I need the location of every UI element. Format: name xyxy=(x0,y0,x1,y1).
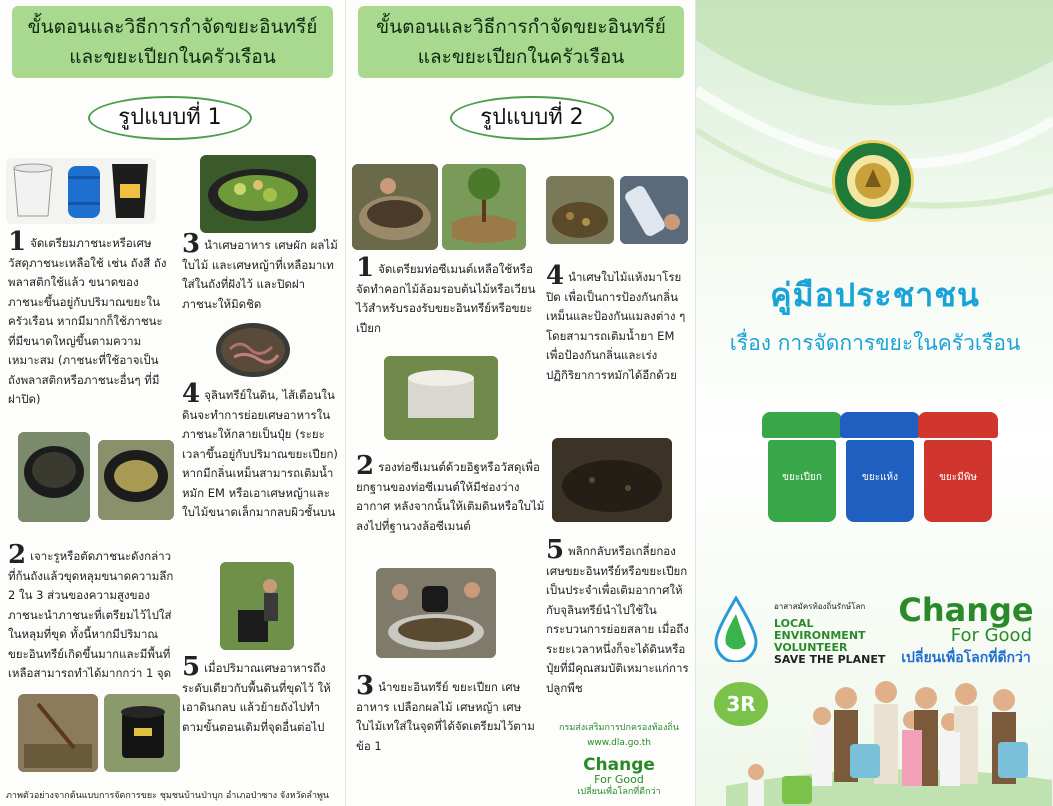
step-text: เจาะรูหรือตัดภาชนะดังกล่าวที่ก้นถังแล้วขุดหลุมขนาดความลึก 2 ใน 3 ส่วนของความสูงของภาชนะนำภาชนะที่เตรียมไว้ไปใส่ในหลุมที่ขุด ทั้งนี้หากมีปริมาณขยะอินทรีย์เกิดขึ้นมากและมีพื้นที่เหลือสามารถทำได้มากกว่า 1 จุด xyxy=(8,549,174,680)
buried-bin-illustration xyxy=(18,432,90,522)
drop-shape xyxy=(712,596,760,662)
step-text: เมื่อปริมาณเศษอาหารถึงระดับเดียวกับพื้นดินที่ขุดไว้ ให้เอาดินกลบ แล้วย้ายถังไปทำตามขั้นตอนเดิมที่จุดอื่นต่อไป xyxy=(182,661,331,734)
em-bottle-photo xyxy=(620,176,688,244)
department-seal xyxy=(832,140,914,222)
bin-in-ground-photo xyxy=(104,694,180,772)
model-title-oval: รูปแบบที่ 1 xyxy=(88,96,252,140)
bin-lid xyxy=(840,412,920,438)
tree-enclosure-illustration xyxy=(442,164,526,250)
buried-bin-photo-2 xyxy=(98,440,174,520)
step-text: จัดเตรียมท่อซีเมนต์เหลือใช้หรือจัดทำคอกไม้ล้อมรอบต้นไม้หรือเวียน ไว้สำหรับรองรับขยะอินทรีย์หรือขยะเปียก xyxy=(356,262,536,335)
buckets-photo xyxy=(6,158,156,224)
website-url: www.dla.go.th xyxy=(587,738,651,748)
step-5 xyxy=(182,652,340,737)
person-bin-illustration xyxy=(220,562,294,650)
photo-caption: ภาพตัวอย่างจากต้นแบบการจัดการขยะ ชุมชนบ้านป่าบุก อำเภอป่าซาง จังหวัดลำพูน xyxy=(6,791,330,801)
bin-lid xyxy=(918,412,998,438)
step-text: จัดเตรียมภาชนะหรือเศษวัสดุภาชนะเหลือใช้ เช่น ถังสี ถังพลาสติกใช้แล้ว ขนาดของภาชนะขึ้นอยู่กับปริมาณขยะในครัวเรือน หากมีมากก็ใช้ภาชนะที่มีขนาดใหญ่ขึ้นตามความเหมาะสม (ภาชนะที่ใช้อาจเป็นถังพลาสติกหรือภาชนะอื่นๆ ที่มีฝาปิด) xyxy=(8,236,167,406)
step-5 xyxy=(546,535,694,698)
step-text: จุลินทรีย์ในดิน, ไส้เดือนในดินจะทำการย่อยเศษอาหารในภาชนะให้กลายเป็นปุ๋ย (ระยะเวลาขึ้นอยู่กับปริมาณขยะเปียก) หากมีกลิ่นเหม็นสามารถเติมน้ำหมัก EM หรือเอาเศษหญ้าและใบไม้ขนาดเล็กมากลบผิวชั้นบน xyxy=(182,388,338,519)
pouring-waste-illustration xyxy=(376,568,496,658)
step-1 xyxy=(8,227,168,410)
lev-line-2: ENVIRONMENT xyxy=(774,629,866,642)
cement-pipe-photo xyxy=(352,164,438,250)
header-line-1: ขั้นตอนและวิธีการกำจัดขยะอินทรีย์ xyxy=(376,16,666,38)
logo-word-change: Change xyxy=(898,591,1034,629)
panel-model-2 xyxy=(345,0,696,806)
step-3 xyxy=(356,671,546,756)
bin-lid xyxy=(762,412,842,438)
em-bottle-illustration xyxy=(620,176,688,244)
step-number: 1 xyxy=(8,227,27,257)
buckets-illustration xyxy=(6,158,156,224)
step-number: 5 xyxy=(546,535,565,565)
step-4 xyxy=(182,379,340,523)
worms-illustration xyxy=(216,323,290,377)
food-waste-bin-photo xyxy=(200,155,316,233)
department-name: กรมส่งเสริมการปกครองท้องถิ่น xyxy=(559,723,679,733)
step-text: นำขยะอินทรีย์ ขยะเปียก เศษอาหาร เปลือกผลไม้ เศษหญ้า เศษใบไม้เทใส่ในจุดที่ได้จัดเตรียมไว้ตามข้อ 1 xyxy=(356,680,535,753)
water-drop-icon xyxy=(712,596,760,662)
change-for-good-logo xyxy=(880,591,1052,670)
step-text: นำเศษใบไม้แห้งมาโรยปิด เพื่อเป็นการป้องกันกลิ่นเหม็นและป้องกันแมลงต่าง ๆ โดยสามารถเติมน้ำยา EM เพื่อป้องกันกลิ่นและเร่งปฏิกิริยาการหมักได้อีกด้วย xyxy=(546,270,686,382)
bin-label: ขยะแห้ง xyxy=(862,472,898,483)
digging-photo xyxy=(18,694,98,772)
lev-line-3: VOLUNTEER xyxy=(774,641,848,654)
step-text: พลิกกลับหรือเกลี่ยกองเศษขยะอินทรีย์หรือขยะเปียกเป็นประจำเพื่อเติมอากาศให้กับจุลินทรีย์นำไปใช้ในกระบวนการย่อยสลาย เมื่อถึงระยะเวลาหนึ่งก็จะได้ดินหรือปุ๋ยที่มีคุณสมบัติเหมาะแก่การปลูกพืช xyxy=(546,544,689,695)
buried-bin-photo-1 xyxy=(18,432,90,522)
dry-leaves-illustration xyxy=(546,176,614,244)
step-number: 2 xyxy=(356,451,375,481)
bin-hazardous-waste xyxy=(922,412,994,522)
seal-emblem-icon xyxy=(835,143,911,219)
lev-line-1: LOCAL xyxy=(774,617,814,630)
bin-in-ground-illustration xyxy=(104,694,180,772)
tree-enclosure-photo xyxy=(442,164,526,250)
cement-pipe-illustration xyxy=(352,164,438,250)
step-text: นำเศษอาหาร เศษผัก ผลไม้ ใบไม้ และเศษหญ้าที่เหลือมาเทใส่ในถังที่ฝังไว้ และปิดฝาภาชนะให้มิดชิด xyxy=(182,238,338,311)
step-3 xyxy=(182,229,340,314)
bin-dry-waste xyxy=(844,412,916,522)
step-1 xyxy=(356,253,536,338)
header-line-2: และขยะเปียกในครัวเรือน xyxy=(417,46,625,68)
logo-tagline: เปลี่ยนเพื่อโลกที่ดีกว่า xyxy=(901,650,1031,666)
step-2 xyxy=(8,540,176,684)
worms-photo xyxy=(216,323,290,377)
change-for-good-logo-small xyxy=(552,756,686,798)
compost-photo xyxy=(552,438,672,522)
cement-ring-photo xyxy=(384,356,498,440)
cover-title: คู่มือประชาชน xyxy=(770,276,980,314)
section-header xyxy=(12,6,333,78)
logo-word-for-good: For Good xyxy=(950,625,1032,646)
step-number: 3 xyxy=(356,671,375,701)
step-number: 1 xyxy=(356,253,375,283)
person-with-bin-photo xyxy=(220,562,294,650)
bin-wet-waste xyxy=(766,412,838,522)
step-number: 2 xyxy=(8,540,27,570)
logo-word-change: Change xyxy=(583,755,655,775)
step-number: 4 xyxy=(546,261,565,291)
cement-ring-illustration xyxy=(384,356,498,440)
badge-3r: 3R xyxy=(714,682,768,726)
dry-leaves-photo xyxy=(546,176,614,244)
step-number: 5 xyxy=(182,652,201,682)
bin-label: ขยะมีพิษ xyxy=(939,472,977,483)
header-line-2: และขยะเปียกในครัวเรือน xyxy=(69,46,276,68)
buried-bin-illustration xyxy=(98,440,174,520)
lev-line-4: SAVE THE PLANET xyxy=(774,653,886,666)
header-line-1: ขั้นตอนและวิธีการกำจัดขยะอินทรีย์ xyxy=(27,16,318,38)
step-number: 4 xyxy=(182,379,201,409)
step-4 xyxy=(546,261,694,385)
food-waste-illustration xyxy=(200,155,316,233)
section-header xyxy=(358,6,684,78)
bin-label: ขยะเปียก xyxy=(782,472,822,483)
compost-illustration xyxy=(552,438,672,522)
cover-panel xyxy=(695,0,1053,806)
step-2 xyxy=(356,451,546,536)
lev-logo-text xyxy=(774,618,885,666)
pouring-waste-photo xyxy=(376,568,496,658)
cover-subtitle: เรื่อง การจัดการขยะในครัวเรือน xyxy=(729,331,1021,355)
digging-illustration xyxy=(18,694,98,772)
step-number: 3 xyxy=(182,229,201,259)
model-title-oval: รูปแบบที่ 2 xyxy=(450,96,614,140)
people-group-illustration xyxy=(726,676,1052,806)
logo-word-for-good: For Good xyxy=(594,773,644,786)
step-text: รองท่อซีเมนต์ด้วยอิฐหรือวัสดุเพื่อยกฐานของท่อซีเมนต์ให้มีช่องว่างอากาศ หลังจากนั้นให้เติมดินหรือใบไม้ลงไปที่ฐานวงล้อซีเมนต์ xyxy=(356,460,545,533)
logo-tagline: เปลี่ยนเพื่อโลกที่ดีกว่า xyxy=(577,787,661,797)
panel-model-1 xyxy=(0,0,345,806)
lev-thai-name: อาสาสมัครท้องถิ่นรักษ์โลก xyxy=(774,602,866,611)
